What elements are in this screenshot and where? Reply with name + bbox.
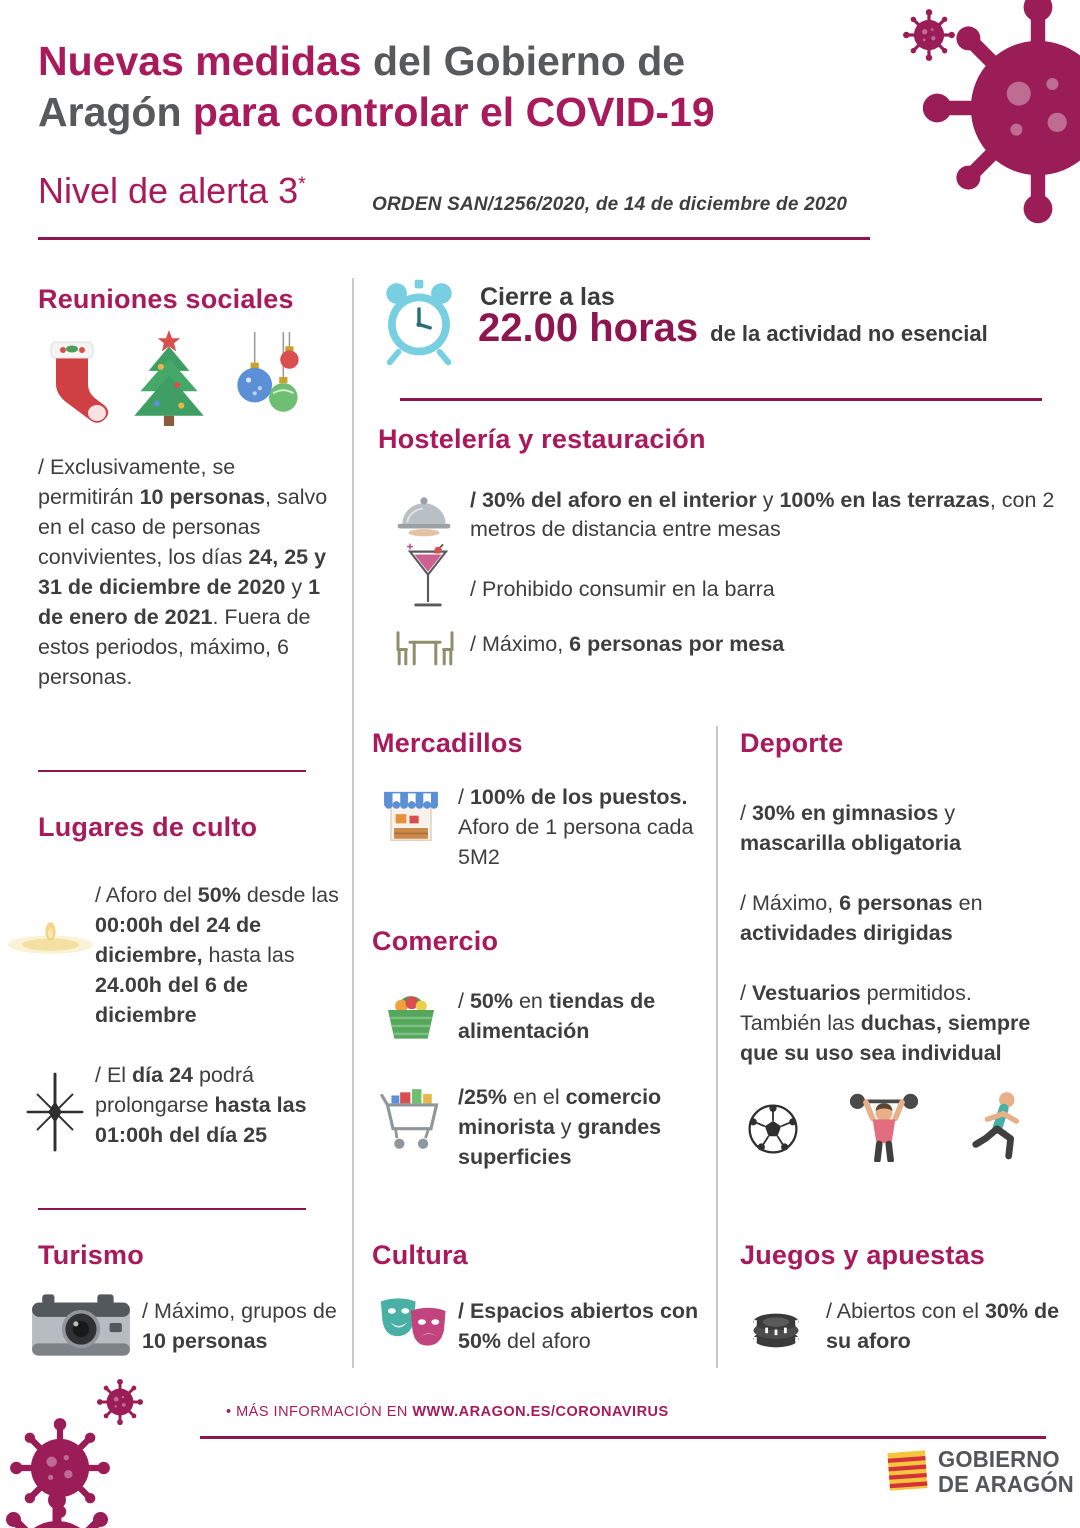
footer-info-url: WWW.ARAGON.ES/CORONAVIRUS: [412, 1404, 669, 1420]
comercio-item-1-text: / 50% en tiendas de alimentación: [458, 989, 656, 1043]
table-icon: [392, 624, 458, 669]
header-divider: [38, 237, 870, 240]
culto-item-1-text: / Aforo del 50% desde las 00:00h del 24 de diciembre, hasta las 24.00h del 6 de diciembre: [95, 883, 339, 1027]
cloche-icon: [394, 490, 454, 537]
page-title: [38, 36, 715, 138]
closure-divider: [400, 398, 1042, 401]
footer-bullet: •: [226, 1404, 232, 1420]
deporte-item-1-text: / 30% en gimnasios y mascarilla obligatoria: [740, 801, 962, 855]
deporte-item-2-text: / Máximo, 6 personas en actividades dirigidas: [740, 891, 983, 945]
title-accent-1: Nuevas medidas: [38, 38, 362, 84]
logo-line-2: DE ARAGÓN: [938, 1471, 1074, 1497]
government-logo: [938, 1447, 1074, 1497]
soccer-ball-icon: [746, 1102, 800, 1156]
cocktail-icon: [404, 543, 452, 615]
comercio-item-2-text: /25% en el comercio minorista y grandes superficies: [458, 1085, 662, 1169]
footer-info: [226, 1404, 669, 1420]
footer-divider: [200, 1436, 1046, 1439]
column-divider-right: [716, 726, 718, 1368]
culto-item-2-text: / El día 24 podrá prolongarse hasta las 01:00h del día 25: [95, 1063, 307, 1147]
reuniones-text: / Exclusivamente, se permitirán 10 personas, salvo en el caso de personas convivientes, los días 24, 25 y 31 de diciembre de 2020 y 1 de enero de 2021. Fuera de estos periodos, máximo, 6 personas.: [38, 455, 328, 689]
closure-tail: de la actividad no esencial: [710, 321, 988, 346]
virus-icon: [902, 8, 956, 62]
title-line-1: [38, 36, 715, 87]
closure-time: 22.00 horas: [478, 306, 699, 350]
section-heading-mercadillos: Mercadillos: [372, 728, 523, 758]
alert-asterisk: *: [298, 173, 306, 195]
section-heading-hosteleria: Hostelería y restauración: [378, 424, 706, 454]
juegos-text: / Abiertos con el 30% de su aforo: [826, 1299, 1060, 1353]
alert-level: [38, 170, 306, 212]
shopping-cart-icon: [378, 1086, 446, 1154]
alarm-clock-icon: [376, 276, 462, 366]
cultura-text: / Espacios abiertos con 50% del aforo: [458, 1299, 699, 1353]
hosteleria-item-1-text: / 30% del aforo en el interior y 100% en las terrazas, con 2 metros de distancia entre mesas: [470, 488, 1055, 541]
mercadillos-text: / 100% de los puestos. Aforo de 1 persona cada 5M2: [458, 785, 694, 869]
star-icon: [18, 1072, 92, 1152]
turismo-text: / Máximo, grupos de 10 personas: [142, 1299, 337, 1353]
title-accent-2: para controlar el COVID-19: [192, 89, 715, 135]
closure-time-row: [478, 306, 988, 351]
candle-glow-icon: [2, 902, 100, 968]
section-divider: [38, 1208, 306, 1210]
weightlifting-icon: [846, 1090, 922, 1162]
section-divider: [38, 770, 306, 772]
deporte-item-3-text: / Vestuarios permitidos. También las duchas, siempre que su uso sea individual: [740, 981, 1031, 1065]
title-line-2: [38, 87, 715, 138]
camera-icon: [30, 1290, 132, 1360]
footer-info-prefix: MÁS INFORMACIÓN EN: [231, 1404, 413, 1420]
section-heading-reuniones: Reuniones sociales: [38, 284, 294, 314]
poker-chips-icon: [746, 1292, 806, 1352]
section-heading-comercio: Comercio: [372, 926, 499, 956]
christmas-icons-row: [34, 328, 312, 428]
column-divider-left: [352, 278, 354, 1368]
baubles-icon: [226, 332, 312, 426]
market-stall-icon: [380, 788, 442, 848]
stocking-icon: [34, 336, 112, 424]
running-icon: [968, 1090, 1030, 1162]
section-heading-turismo: Turismo: [38, 1240, 144, 1270]
virus-icon: [0, 1488, 132, 1528]
section-heading-deporte: Deporte: [740, 728, 844, 758]
christmas-tree-icon: [122, 328, 216, 428]
theater-masks-icon: [376, 1292, 452, 1352]
title-gray-2: Aragón: [38, 89, 193, 135]
title-gray-1: del Gobierno de: [361, 38, 686, 84]
hosteleria-item-3-text: / Máximo, 6 personas por mesa: [470, 632, 785, 656]
section-heading-cultura: Cultura: [372, 1240, 468, 1270]
order-reference: ORDEN SAN/1256/2020, de 14 de diciembre de 2020: [372, 194, 848, 215]
alert-level-text: Nivel de alerta 3: [38, 170, 299, 211]
section-heading-culto: Lugares de culto: [38, 812, 258, 842]
aragon-flag-icon: [884, 1447, 931, 1494]
section-heading-juegos: Juegos y apuestas: [740, 1240, 986, 1270]
logo-line-1: GOBIERNO: [938, 1446, 1060, 1472]
grocery-basket-icon: [380, 986, 442, 1042]
hosteleria-item-2-text: / Prohibido consumir en la barra: [470, 577, 775, 601]
closure-intro: Cierre a las: [480, 283, 615, 311]
sport-icons-row: [746, 1090, 1030, 1162]
